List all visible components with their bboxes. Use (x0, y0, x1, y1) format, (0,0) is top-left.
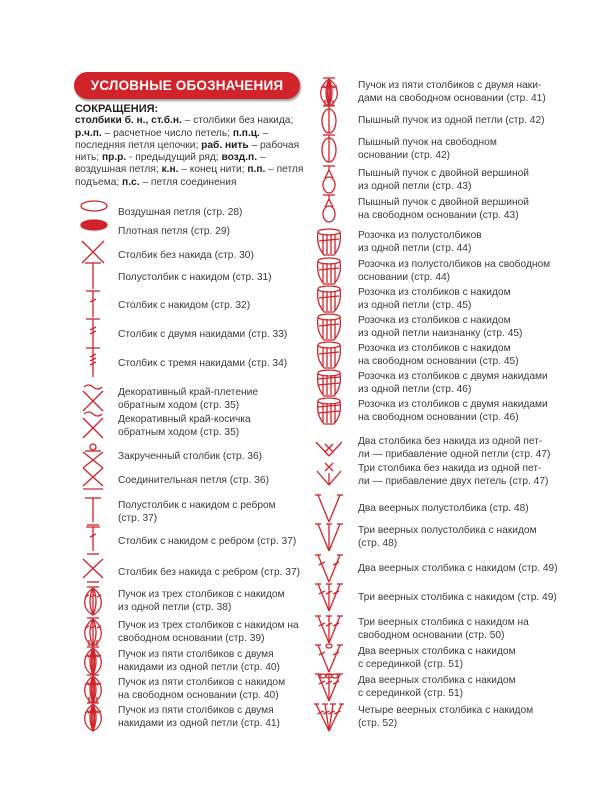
legend-item-text: из одной петли (стр. 44) (358, 243, 472, 254)
legend-item (118, 704, 280, 730)
legend-item-text: Розочка из полустолбиков на свободном (358, 259, 551, 270)
abbreviation-term: к.н. (161, 164, 179, 176)
legend-item (358, 342, 519, 368)
legend-item-text: Пучок из пяти столбиков с двумя (118, 649, 274, 660)
legend-item (118, 225, 230, 238)
legend-item (358, 435, 550, 461)
legend-item-text: на свободном основании (стр. 43) (358, 210, 519, 221)
legend-item-text: Пучок из пяти столбиков с двумя наки- (358, 80, 542, 91)
legend-item-text: Пучок из трех столбиков с накидом на (118, 620, 299, 631)
popcorn-tr-open-icon (314, 395, 344, 432)
legend-item-text: Три веерных столбика с накидом на (358, 617, 529, 628)
legend-item-text: Розочка из столбиков с накидом (358, 343, 511, 354)
legend-item-text: Пышный пучок из одной петли (стр. 42) (358, 115, 545, 126)
legend-item-text: свободном основании (стр. 39) (118, 633, 265, 644)
abbreviation-term: раб. нить (201, 139, 249, 151)
legend-item-text: из одной петли (стр. 38) (118, 602, 232, 613)
sc-increase-3-icon (314, 459, 344, 496)
legend-item (118, 676, 285, 702)
abbreviation-definition: – петля подъема; (75, 164, 304, 188)
legend-item (358, 616, 529, 642)
legend-item (118, 206, 242, 219)
legend-item-text: Два веерных столбика с накидом (358, 675, 516, 686)
legend-item-text: Два столбика без накида из одной пет- (358, 436, 543, 447)
abbreviation-term: пр.р. (101, 152, 127, 164)
legend-item-text: ли — прибавление одной петли (стр. 47) (358, 449, 551, 460)
legend-item-text: Полустолбик с накидом (стр. 31) (118, 272, 272, 283)
legend-item-text: из одной петли наизнанку (стр. 45) (358, 328, 523, 339)
legend-item (358, 79, 546, 105)
legend-item-text: Столбик без накида с ребром (стр. 37) (118, 567, 300, 578)
legend-item-text: Столбик с двумя накидами (стр. 33) (118, 329, 288, 340)
legend-item (358, 591, 557, 604)
legend-item (358, 258, 550, 284)
abbreviation-definition: – столбики без накида; (181, 115, 294, 127)
abbreviations-block (75, 103, 305, 189)
legend-item (358, 286, 511, 312)
abbreviation-term: п.п.ц. (232, 127, 260, 139)
puff-double-top-open-icon (314, 193, 344, 230)
legend-item-text: Два веерных столбика с накидом (358, 646, 516, 657)
legend-item-text: обратным ходом (стр. 35) (118, 400, 240, 411)
legend-item (358, 645, 516, 671)
abbreviation-term: возд.п. (221, 152, 258, 164)
legend-item (118, 535, 296, 548)
legend-item (358, 229, 482, 255)
legend-item-text: из одной петли (стр. 45) (358, 300, 472, 311)
legend-item-text: (стр. 37) (118, 513, 158, 524)
legend-item-text: Пучок из трех столбиков с накидом (118, 589, 285, 600)
legend-item-text: Соединительная петля (стр. 36) (118, 475, 269, 486)
legend-item-text: ли — прибавление двух петель (стр. 47) (358, 476, 549, 487)
legend-item (118, 386, 258, 412)
legend-item (118, 249, 254, 262)
double-treble-icon (78, 347, 108, 384)
legend-item-text: на свободном основании (стр. 40) (118, 690, 279, 701)
legend-item-text: Розочка из столбиков с накидом (358, 287, 511, 298)
abbreviation-term: столбики б. н., ст.б.н. (75, 115, 182, 127)
legend-item-text: Пышный пучок с двойной вершиной (358, 197, 529, 208)
legend-item (118, 619, 299, 645)
legend-item (118, 450, 262, 463)
legend-item (358, 674, 516, 700)
legend-item (118, 413, 251, 439)
legend-item-text: основании (стр. 42) (358, 150, 451, 161)
legend-item (358, 196, 529, 222)
legend-item (358, 524, 537, 550)
legend-item (358, 502, 529, 515)
legend-item-text: Пучок из пяти столбиков с накидом (118, 677, 286, 688)
abbreviation-term: п.с. (122, 176, 140, 188)
legend-item-text: накидами из одной петли (стр. 41) (118, 718, 280, 729)
abbreviation-term: п.п. (247, 164, 266, 176)
dc-fan-4-icon (314, 701, 344, 738)
legend-item-text: накидами из одной петли (стр. 40) (118, 662, 280, 673)
legend-item-text: Плотная петля (стр. 29) (118, 226, 230, 237)
legend-item (118, 566, 300, 579)
legend-item-text: на свободном основании (стр. 46) (358, 412, 519, 423)
legend-item (358, 114, 545, 127)
legend-item-text: Полустолбик с накидом с ребром (118, 500, 276, 511)
section-title-banner: УСЛОВНЫЕ ОБОЗНАЧЕНИЯ ПЕТЕЛЬ (74, 72, 300, 99)
legend-item-text: Пучок из пяти столбиков с двумя (118, 705, 274, 716)
legend-item-text: Пышный пучок на свободном (358, 137, 497, 148)
legend-item-text: Четыре веерных столбика с накидом (358, 705, 534, 716)
legend-item-text: Закрученный столбик (стр. 36) (118, 451, 263, 462)
legend-item-text: Три веерных полустолбика с накидом (358, 525, 537, 536)
legend-item (118, 328, 287, 341)
legend-item (118, 299, 250, 312)
legend-item-text: Столбик с накидом (стр. 32) (118, 300, 251, 311)
legend-item-text: Розочка из столбиков с накидом (358, 315, 511, 326)
legend-item-text: обратным ходом (стр. 35) (118, 427, 240, 438)
legend-item-text: Воздушная петля (стр. 28) (118, 207, 243, 218)
legend-item (358, 370, 548, 396)
legend-item-text: Декоративный край-косичка (118, 414, 251, 425)
legend-item-text: Три столбика без накида из одной пет- (358, 463, 542, 474)
legend-item-text: из одной петли (стр. 46) (358, 384, 472, 395)
legend-item-text: (стр. 48) (358, 538, 398, 549)
legend-item-text: Пышный пучок с двойной вершиной (358, 168, 529, 179)
legend-item-text: Декоративный край-плетение (118, 387, 259, 398)
legend-item (118, 588, 285, 614)
abbreviation-definition: - предыдущий ряд; (126, 152, 222, 164)
abbreviation-definition: – конец нити; (178, 164, 248, 176)
legend-item-text: с серединкой (стр. 51) (358, 659, 464, 670)
legend-item (358, 562, 558, 575)
legend-item (358, 136, 497, 162)
abbreviation-definition: – расчетное число петель; (101, 127, 233, 139)
legend-item-text: Розочка из столбиков с двумя накидами (358, 371, 548, 382)
abbreviation-definition: – рабочая нить; (75, 139, 300, 164)
abbreviation-definition: – петля соединения (139, 176, 237, 188)
legend-item-text: свободном основании (стр. 50) (358, 630, 505, 641)
legend-item-text: Столбик с накидом с ребром (стр. 37) (118, 536, 297, 547)
abbreviations-heading: СОКРАЩЕНИЯ: (75, 103, 159, 115)
legend-item-text: на свободном основании (стр. 45) (358, 356, 519, 367)
legend-item (118, 474, 269, 487)
abbreviation-definition: – воздушная петля; (75, 152, 266, 176)
legend-item-text: дами на свободном основании (стр. 41) (358, 93, 546, 104)
abbreviations-text (75, 115, 305, 189)
legend-item (358, 398, 548, 424)
abbreviation-term: р.ч.п. (75, 127, 102, 139)
legend-item-text: Столбик без накида (стр. 30) (118, 250, 254, 261)
legend-item (118, 648, 280, 674)
legend-item-text: основании (стр. 44) (358, 272, 451, 283)
legend-item (118, 357, 287, 370)
legend-item (358, 462, 548, 488)
legend-item-text: с серединкой (стр. 51) (358, 688, 464, 699)
legend-item-text: из одной петли (стр. 43) (358, 181, 472, 192)
legend-item-text: Розочка из полустолбиков (358, 230, 482, 241)
legend-item-text: Розочка из столбиков с двумя накидами (358, 399, 548, 410)
legend-item (358, 314, 522, 340)
abbreviation-definition: – последняя петля цепочки; (75, 127, 269, 151)
legend-item (118, 499, 276, 525)
legend-item-text: Три веерных столбика с накидом (стр. 49) (358, 592, 557, 603)
legend-item-text: Два веерных полустолбика (стр. 48) (358, 503, 529, 514)
legend-item-text: Столбик с тремя накидами (стр. 34) (118, 358, 288, 369)
legend-item-text: Два веерных столбика с накидом (стр. 49) (358, 563, 558, 574)
legend-item (118, 271, 272, 284)
cluster-5tr-dense-icon (78, 701, 108, 738)
legend-item (358, 167, 529, 193)
legend-item (358, 704, 533, 730)
legend-item-text: (стр. 52) (358, 718, 398, 729)
